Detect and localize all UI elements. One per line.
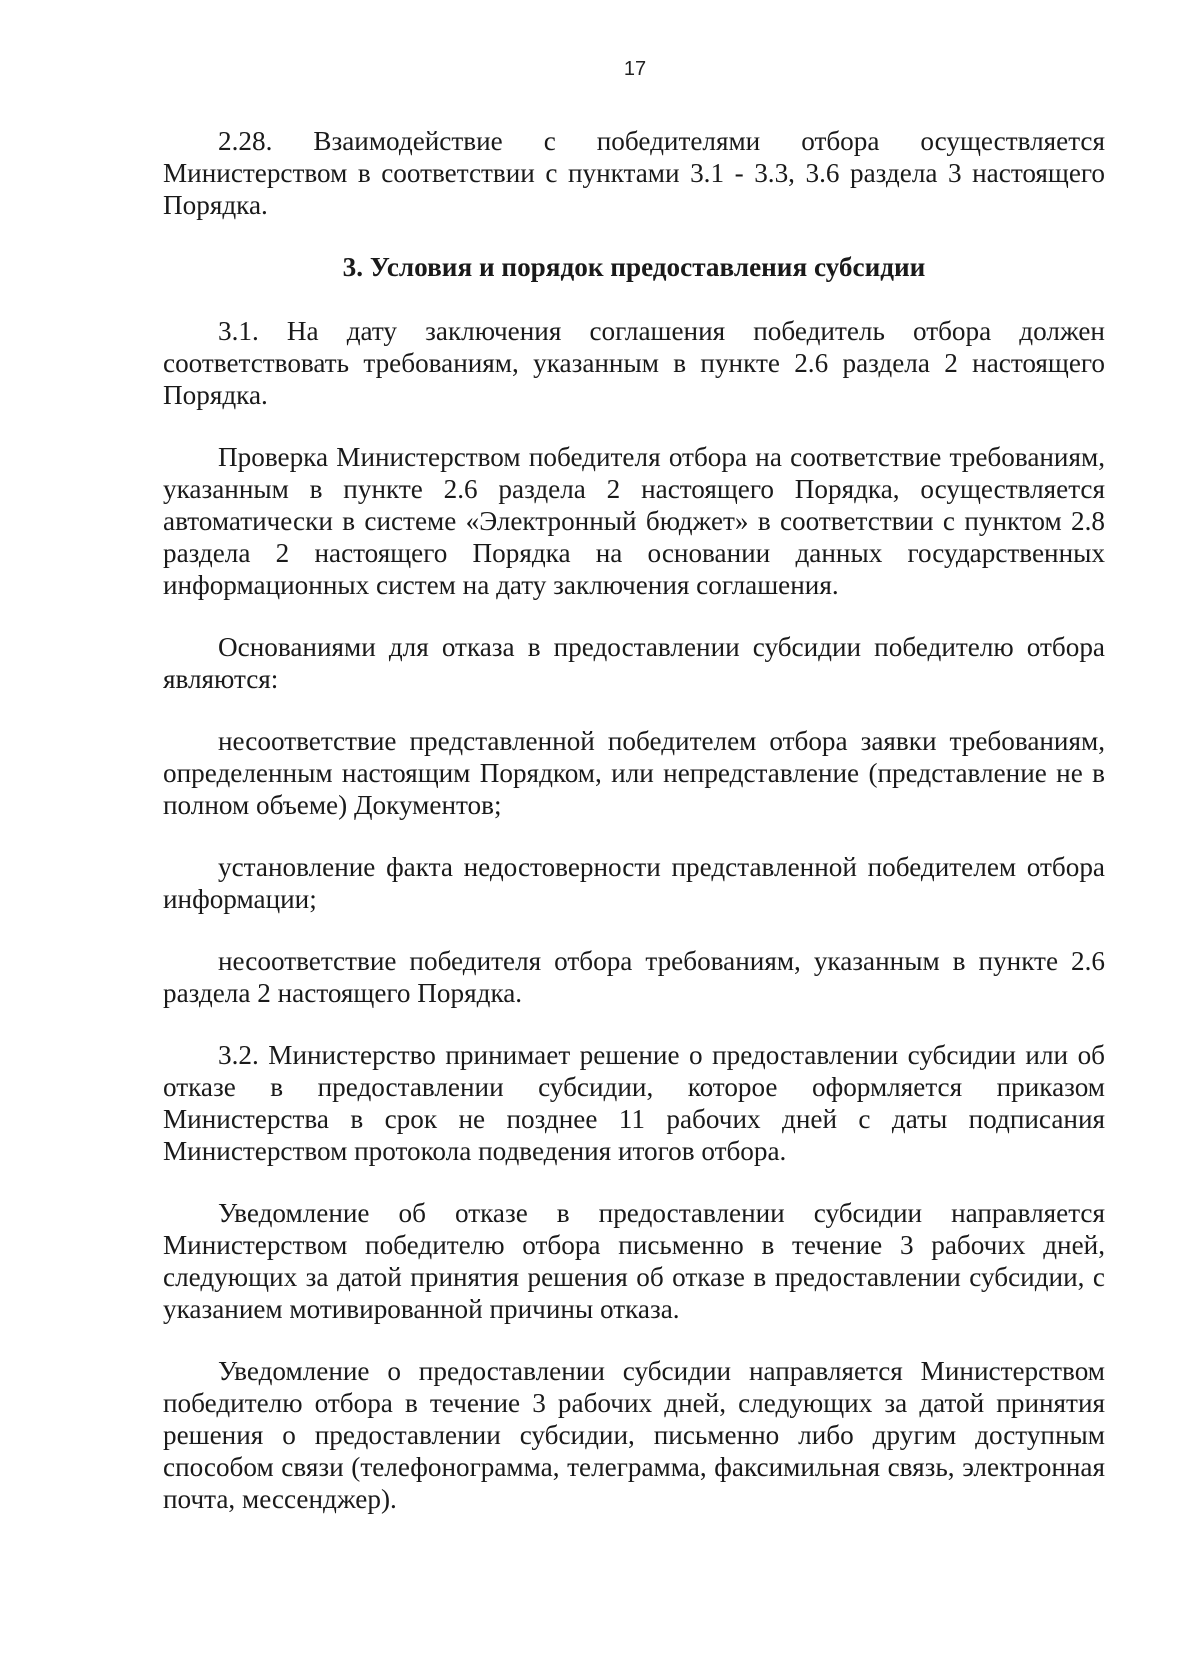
paragraph-grant-notice: Уведомление о предоставлении субсидии направляется Министерством победителю отбора в течение 3 рабочих дней, следующих за датой принятия решения о предоставлении субсидии, письменно либо другим доступным способом связи (телефонограмма, телеграмма, факсимильная связь, электронная почта, мессенджер). (163, 1356, 1105, 1514)
paragraph-refusal-grounds: Основаниями для отказа в предоставлении субсидии победителю отбора являются: (163, 632, 1105, 694)
paragraph-refusal-notice: Уведомление об отказе в предоставлении субсидии направляется Министерством победителю отбора письменно в течение 3 рабочих дней, следующих за датой принятия решения об отказе в предоставлении субсидии, с указанием мотивированной причины отказа. (163, 1198, 1105, 1324)
paragraph-3-2: 3.2. Министерство принимает решение о предоставлении субсидии или об отказе в предоставлении субсидии, которое оформляется приказом Министерства в срок не позднее 11 рабочих дней с даты подписания Министерством протокола подведения итогов отбора. (163, 1040, 1105, 1166)
paragraph-verification: Проверка Министерством победителя отбора на соответствие требованиям, указанным в пункте 2.6 раздела 2 настоящего Порядка, осуществляется автоматически в системе «Электронный бюджет» в соответствии с пунктом 2.8 раздела 2 настоящего Порядка на основании данных государственных информационных систем на дату заключения соглашения. (163, 442, 1105, 600)
refusal-ground-item: установление факта недостоверности представленной победителем отбора информации; (163, 852, 1105, 914)
paragraph-3-1: 3.1. На дату заключения соглашения победитель отбора должен соответствовать требованиям, указанным в пункте 2.6 раздела 2 настоящего Порядка. (163, 316, 1105, 410)
paragraph-2-28: 2.28. Взаимодействие с победителями отбора осуществляется Министерством в соответствии с пунктами 3.1 - 3.3, 3.6 раздела 3 настоящего Порядка. (163, 126, 1105, 220)
section-3-heading: 3. Условия и порядок предоставления субсидии (342, 252, 926, 282)
page-number: 17 (623, 58, 647, 80)
refusal-ground-item: несоответствие победителя отбора требованиям, указанным в пункте 2.6 раздела 2 настоящего Порядка. (163, 946, 1105, 1008)
refusal-ground-item: несоответствие представленной победителем отбора заявки требованиям, определенным настоящим Порядком, или непредставление (представление не в полном объеме) Документов; (163, 726, 1105, 820)
document-body (163, 125, 1105, 1515)
